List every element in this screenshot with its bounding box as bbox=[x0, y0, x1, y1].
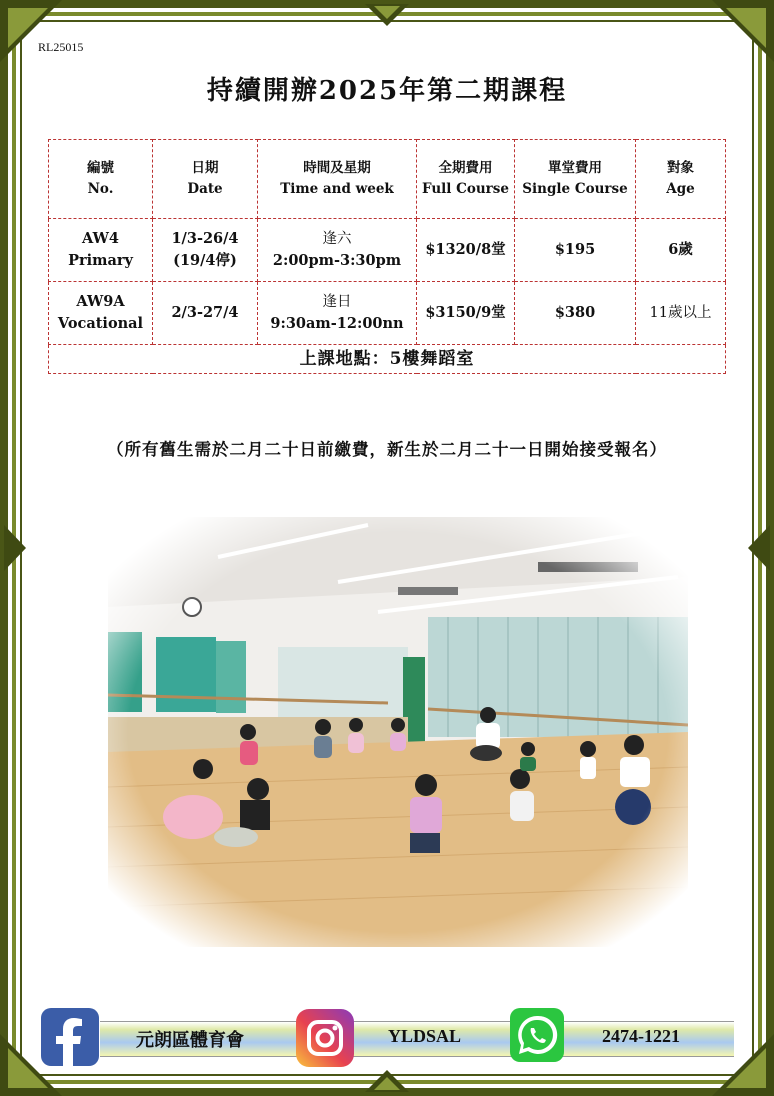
cell-single-fee: $380 bbox=[515, 282, 636, 345]
header-no: 編號 No. bbox=[49, 140, 153, 219]
facebook-icon[interactable] bbox=[41, 1008, 99, 1066]
whatsapp-icon[interactable] bbox=[510, 1008, 564, 1062]
venue-row bbox=[49, 345, 726, 374]
table-header-row bbox=[49, 140, 726, 219]
cell-age: 11歲以上 bbox=[636, 282, 726, 345]
cell-age: 6歲 bbox=[636, 219, 726, 282]
venue-cell: 上課地點：5樓舞蹈室 bbox=[49, 345, 726, 374]
table-row bbox=[49, 282, 726, 345]
instagram-name: YLDSAL bbox=[388, 1026, 462, 1046]
header-single-course: 單堂費用 Single Course bbox=[515, 140, 636, 219]
header-age: 對象 Age bbox=[636, 140, 726, 219]
cell-full-fee: $1320/8堂 bbox=[417, 219, 515, 282]
header-date: 日期 Date bbox=[153, 140, 258, 219]
header-full-course: 全期費用 Full Course bbox=[417, 140, 515, 219]
table-row bbox=[49, 219, 726, 282]
registration-note: （所有舊生需於二月二十日前繳費，新生於二月二十一日開始接受報名） bbox=[107, 440, 667, 459]
course-table bbox=[48, 139, 726, 374]
cell-code: AW4 Primary bbox=[49, 219, 153, 282]
cell-full-fee: $3150/9堂 bbox=[417, 282, 515, 345]
cell-time: 逢日 9:30am-12:00nn bbox=[258, 282, 417, 345]
cell-code: AW9A Vocational bbox=[49, 282, 153, 345]
instagram-icon[interactable] bbox=[296, 1009, 354, 1067]
cell-date: 2/3-27/4 bbox=[153, 282, 258, 345]
cell-time: 逢六 2:00pm-3:30pm bbox=[258, 219, 417, 282]
header-time: 時間及星期 Time and week bbox=[258, 140, 417, 219]
document-code: RL25015 bbox=[38, 40, 84, 54]
page-title: 持續開辦2025年第二期課程 bbox=[206, 76, 568, 106]
facebook-name: 元朗區體育會 bbox=[136, 1030, 244, 1050]
cell-date: 1/3-26/4 (19/4停) bbox=[153, 219, 258, 282]
whatsapp-phone: 2474-1221 bbox=[602, 1026, 680, 1046]
cell-single-fee: $195 bbox=[515, 219, 636, 282]
dance-class-photo bbox=[108, 517, 688, 947]
